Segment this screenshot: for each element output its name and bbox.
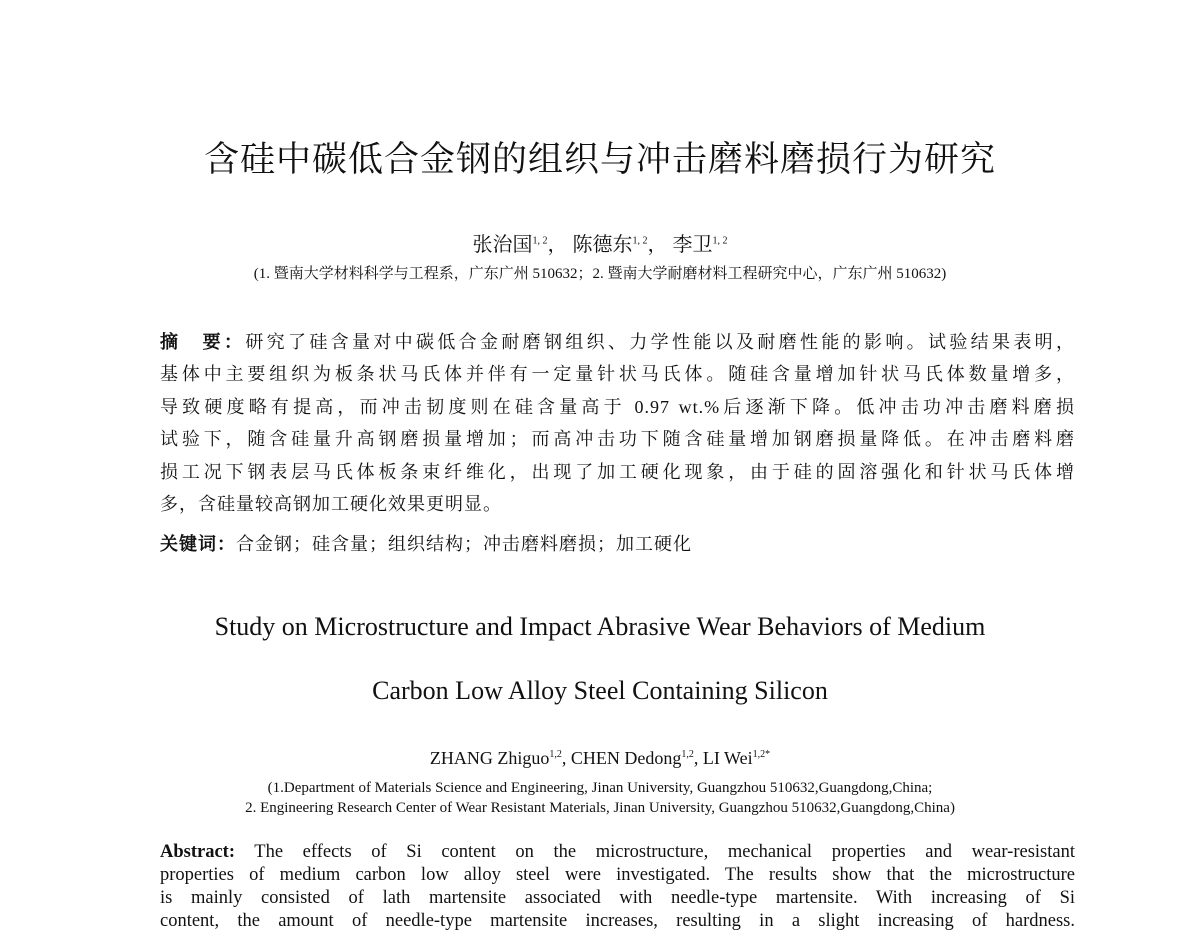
author-affiliation-mark: 1, 2 [712,235,728,247]
separator: , [693,748,703,768]
author-affiliation-mark: 1,2 [549,749,562,760]
author-name: 张治国 [472,234,533,256]
separator: ， [547,234,568,256]
author-name: 李卫 [672,234,713,256]
abstract-label: Abstract: [160,842,236,862]
keywords-label: 关键词： [160,534,236,554]
separator: , [561,748,571,768]
chinese-affiliation: (1. 暨南大学材料科学与工程系，广东广州 510632；2. 暨南大学耐磨材料工程研究中心，广东广州 510632) [253,266,947,282]
abstract-text: 研究了硅含量对中碳低合金耐磨钢组织、力学性能以及耐磨性能的影响。试验结果表明， [245,332,1076,352]
english-title-line: Carbon Low Alloy Steel Containing Silicon [372,676,828,705]
chinese-abstract-line [160,330,1075,354]
english-title-line: Study on Microstructure and Impact Abrasive Wear Behaviors of Medium [214,612,986,641]
author-name: CHEN Dedong [570,748,682,768]
chinese-abstract-line: 多，含硅量较高钢加工硬化效果更明显。 [160,494,502,514]
author-affiliation-mark: 1,2* [752,749,771,760]
abstract-label: 摘 要： [160,332,246,352]
chinese-authors [0,228,1200,257]
author-affiliation-mark: 1, 2 [532,235,548,247]
english-affiliation-line: 2. Engineering Research Center of Wear Resistant Materials, Jinan University, Guangzhou 510632,Guangdong,China) [245,800,955,816]
author-affiliation-mark: 1, 2 [632,235,648,247]
separator: ， [647,234,668,256]
chinese-title: 含硅中碳低合金钢的组织与冲击磨料磨损行为研究 [203,140,996,180]
author-name: 陈德东 [572,234,633,256]
chinese-abstract-line: 试验下，随含硅量升高钢磨损量增加；而高冲击功下随含硅量增加钢磨损量降低。在冲击磨料磨 [160,429,1075,449]
english-abstract-line [160,841,1075,863]
keywords-text: 合金钢；硅含量；组织结构；冲击磨料磨损；加工硬化 [236,534,692,554]
chinese-keywords [160,532,1075,556]
english-abstract-line: is mainly consisted of lath martensite associated with needle-type martensite. With increasing of Si [160,888,1075,908]
author-name: LI Wei [702,748,753,768]
english-abstract-line: properties of medium carbon low alloy steel were investigated. The results show that the microstructure [160,865,1075,885]
english-affiliation-line: (1.Department of Materials Science and Engineering, Jinan University, Guangzhou 510632,Guangdong,China; [267,780,933,796]
english-abstract-line: content, the amount of needle-type martensite increases, resulting in a slight increasing of hardness. [160,911,1075,931]
abstract-text: The effects of Si content on the microstructure, mechanical properties and wear-resistant [235,842,1075,862]
chinese-abstract-line: 基体中主要组织为板条状马氏体并伴有一定量针状马氏体。随硅含量增加针状马氏体数量增多， [160,364,1075,384]
chinese-abstract-line: 损工况下钢表层马氏体板条束纤维化，出现了加工硬化现象，由于硅的固溶强化和针状马氏体增 [160,462,1075,482]
author-name: ZHANG Zhiguo [429,748,550,768]
chinese-abstract-line: 导致硬度略有提高，而冲击韧度则在硅含量高于 0.97 wt.%后逐渐下降。低冲击功冲击磨料磨损 [160,397,1075,417]
english-authors [0,748,1200,769]
author-affiliation-mark: 1,2 [681,749,694,760]
